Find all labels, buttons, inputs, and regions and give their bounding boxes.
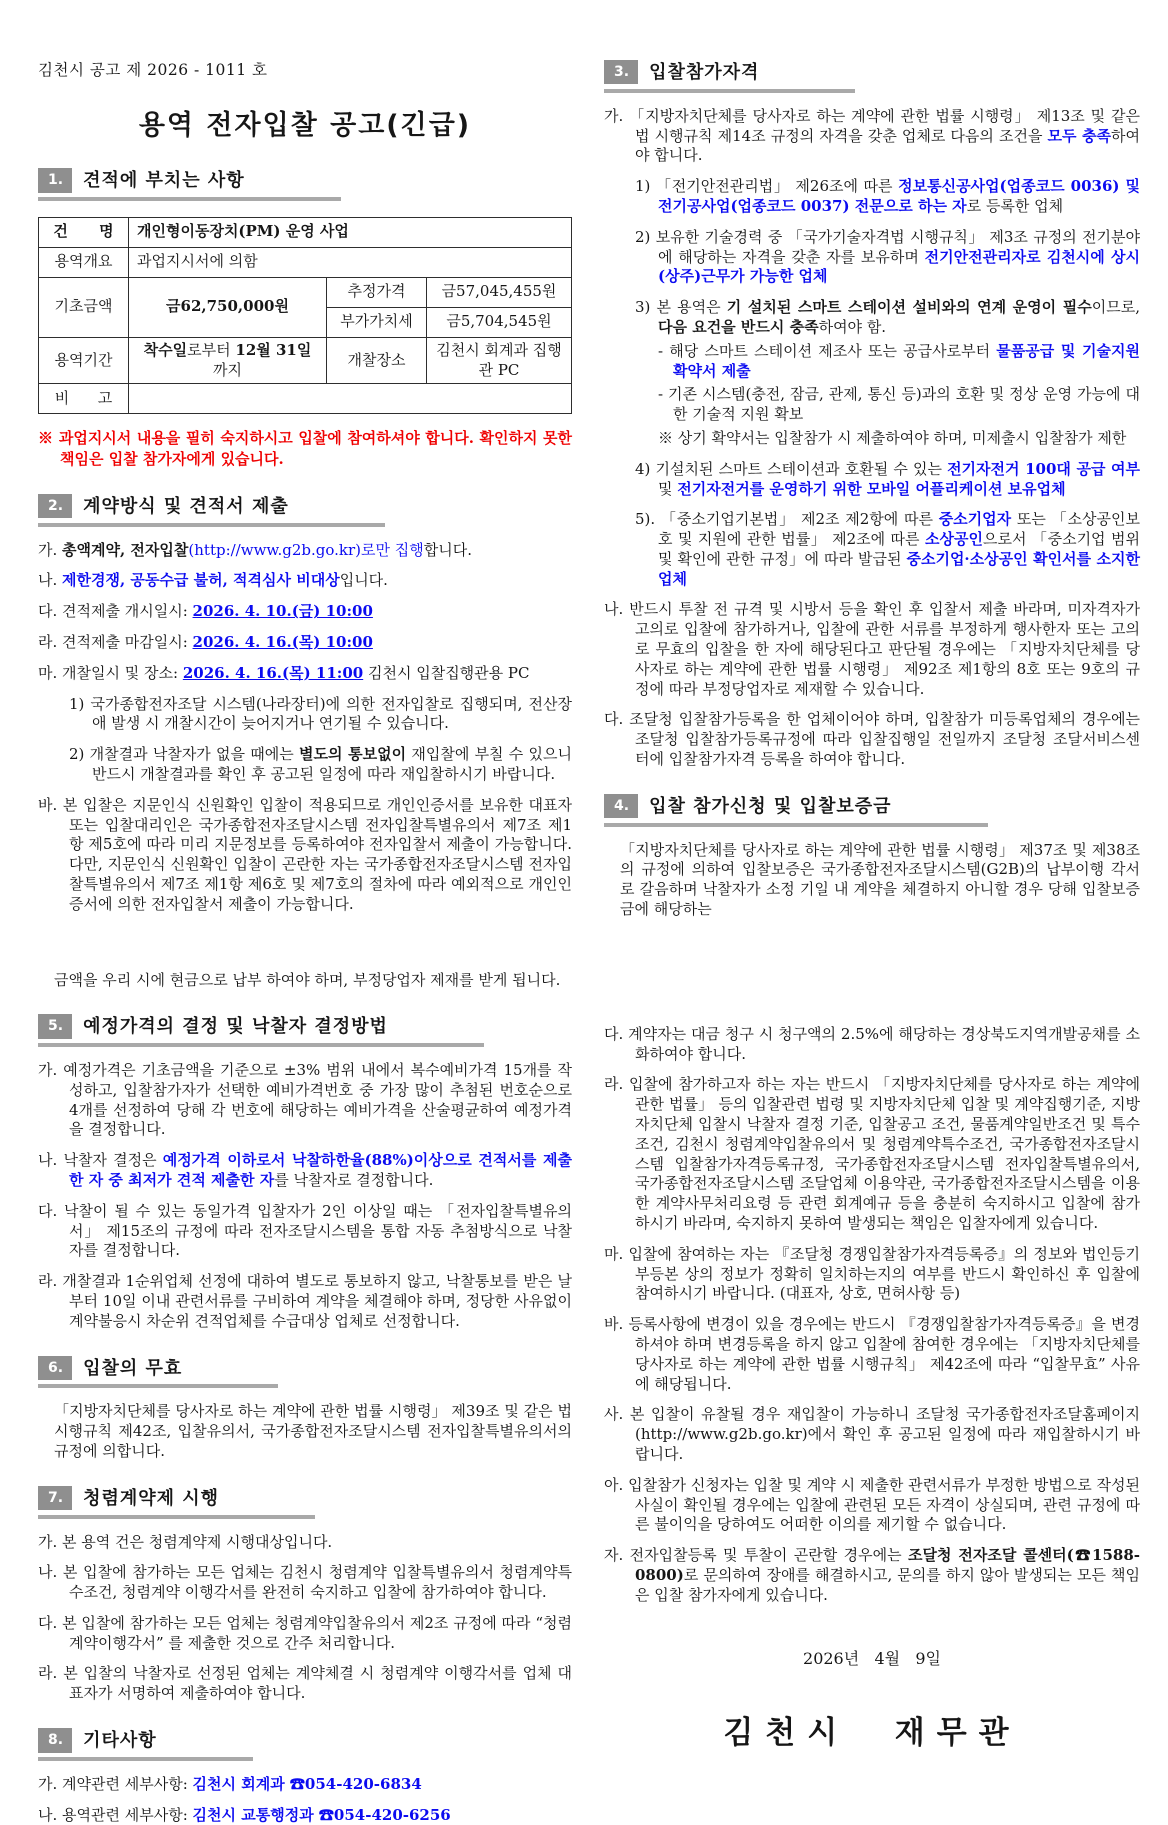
s2-subitem-2: 2) 개찰결과 낙찰자가 없을 때에는 별도의 통보없이 재입찰에 부칠 수 있으니 반드시 개찰결과를 확인 후 공고된 일정에 따라 재입찰하시기 바랍니다. — [69, 745, 572, 783]
cell-estimated-price-value: 금57,045,455원 — [427, 277, 572, 307]
s3-subitem-4: 4) 기설치된 스마트 스테이션과 호환될 수 있는 전기자전거 100대 공급 여부 및 전기자전거를 운영하기 위한 모바일 어플리케이션 보유업체 — [635, 459, 1140, 498]
s4-item-a: 아. 입찰참가 신청자는 입찰 및 계약 시 제출한 관련서류가 부정한 방법으로 작성된 사실이 확인될 경우에는 입찰에 관련된 모든 자격이 상실되며, 관련 규정에 따른 불이익을 당하여도 어떠한 이의를 제기할 수 없습니다. — [604, 1475, 1140, 1534]
signature-authority: 김천시 재무관 — [723, 1714, 1021, 1751]
section-1-title: 견적에 부치는 사항 — [83, 170, 245, 192]
s2-item-ga: 가. 총액계약, 전자입찰(http://www.g2b.go.kr)로만 집행합니다. — [38, 540, 472, 559]
cell-project-name-label: 건 명 — [39, 217, 129, 247]
section-3-title: 입찰참가자격 — [649, 62, 760, 83]
s3-item-na: 나. 반드시 투찰 전 규격 및 시방서 등을 확인 후 입찰서 제출 바라며, 미자격자가 고의로 입찰에 참가하거나, 입찰에 관한 서류를 부정하게 행사한자 또는 고의로 무효의 입찰을 한 자에 해당된다고 판단될 경우에는 「지방자치단체를 당사자로 하는 계약에 관한 법률 시행령」 제92조 제1항의 8호 또는 9호의 규정에 따라 부정당업자로 제재할 수 있습니다. — [604, 600, 1140, 698]
s5-item-na: 나. 낙찰자 결정은 예정가격 이하로서 낙찰하한율(88%)이상으로 견적서를 제출한 자 중 최저가 견적 제출한 자를 낙찰자로 결정합니다. — [38, 1151, 572, 1190]
left-column — [38, 60, 572, 1825]
section-4-number: 4. — [604, 794, 638, 818]
table-row — [39, 277, 572, 307]
section-6-header — [38, 1356, 278, 1389]
table-row — [39, 384, 572, 414]
s2-item-na: 나. 제한경쟁, 공동수급 불허, 적격심사 비대상입니다. — [38, 571, 388, 590]
s7-item-ra: 라. 본 입찰의 낙찰자로 선정된 업체는 계약체결 시 청렴계약 이행각서를 업체 대표자가 서명하여 제출하여야 합니다. — [38, 1664, 572, 1703]
section-1-header — [38, 168, 341, 201]
section-3-header — [604, 60, 855, 93]
bid-summary-table — [38, 217, 572, 415]
cell-overview-label: 용역개요 — [39, 247, 129, 277]
s4-item-ja: 자. 전자입찰등록 및 투찰이 곤란할 경우에는 조달청 전자조달 콜센터(☎1588-0800)로 문의하여 장애를 해결하시고, 문의를 하지 않아 발생되는 모든 책임은 입찰 참가자에게 있습니다. — [604, 1546, 1140, 1604]
announcement-date: 2026년 4월 9일 — [803, 1648, 941, 1668]
section-4-header — [604, 794, 988, 827]
section-7-title: 청렴계약제 시행 — [83, 1487, 220, 1509]
cell-base-amount-label: 기초금액 — [39, 277, 129, 337]
section-2-title: 계약방식 및 견적서 제출 — [83, 495, 289, 517]
s3-subitem-2: 2) 보유한 기술경력 중 「국가기술자격법 시행규칙」 제3조 규정의 전기분야에 해당하는 자격을 갖춘 자를 보유하며 전기안전관리자로 김천시에 상시(상주)근무가 가능한 업체 — [635, 227, 1141, 286]
table-row — [39, 217, 572, 247]
section-5-title: 예정가격의 결정 및 낙찰자 결정방법 — [83, 1016, 388, 1038]
section-7-number: 7. — [38, 1486, 72, 1510]
s3-subitem-3-dash-2: - 기존 시스템(충전, 잠금, 관제, 통신 등)과의 호환 및 정상 운영 가능에 대한 기술적 지원 확보 — [658, 385, 1140, 424]
cell-vat-value: 금5,704,545원 — [427, 307, 572, 337]
section-6-number: 6. — [38, 1356, 72, 1380]
cell-base-amount-value: 금62,750,000원 — [129, 277, 327, 337]
s8-item-na: 나. 용역관련 세부사항: 김천시 교통행정과 ☎054-420-6256 — [38, 1805, 451, 1824]
s3-item-ga: 가. 「지방자치단체를 당사자로 하는 계약에 관한 법률 시행령」 제13조 및 같은 법 시행규칙 제14조 규정의 자격을 갖춘 업체로 다음의 조건을 모두 충족하여야 합니다. — [604, 106, 1141, 165]
cell-remarks-label: 비 고 — [39, 384, 129, 414]
section-8-header — [38, 1728, 253, 1761]
s4-continuation-paragraph: 금액을 우리 시에 현금으로 납부 하여야 하며, 부정당업자 제재를 받게 됩니다. — [54, 970, 561, 989]
s3-subitem-3-note: ※ 상기 확약서는 입찰참가 시 제출하여야 하며, 미제출시 입찰참가 제한 — [658, 428, 1127, 447]
s7-item-da: 다. 본 입찰에 참가하는 모든 업체는 청렴계약입찰유의서 제2조 규정에 따라 “청렴계약이행각서” 를 제출한 것으로 간주 처리합니다. — [38, 1613, 572, 1652]
cell-opening-place-value: 김천시 회계과 집행관 PC — [427, 337, 572, 384]
column-gap — [604, 920, 1140, 1014]
s2-item-ma: 마. 개찰일시 및 장소: 2026. 4. 16.(목) 11:00 김천시 입찰집행관용 PC — [38, 663, 530, 682]
column-gap — [38, 915, 572, 971]
section-4-title: 입찰 참가신청 및 입찰보증금 — [649, 795, 892, 817]
cell-remarks-value — [129, 384, 572, 414]
s4-body: 「지방자치단체를 당사자로 하는 계약에 관한 법률 시행령」 제37조 및 제38조의 규정에 의하여 입찰보증은 국가종합전자조달시스템(G2B)의 납부이행 각서로 갈음하며 낙찰자가 소정 기일 내 계약을 체결하지 아니할 경우 당해 입찰보증금에 해당하는 — [620, 840, 1140, 918]
cell-opening-place-label: 개찰장소 — [327, 337, 427, 384]
table-row — [39, 247, 572, 277]
section-5-number: 5. — [38, 1014, 72, 1038]
cell-service-period-value: 착수일로부터 12월 31일까지 — [129, 337, 327, 384]
s5-item-ga: 가. 예정가격은 기초금액을 기준으로 ±3% 범위 내에서 복수예비가격 15개를 작성하고, 입찰참가자가 선택한 예비가격번호 중 가장 많이 추첨된 번호순으로 4개를 선정하여 당해 각 번호에 해당하는 예비가격을 산술평균하여 예정가격을 결정합니다. — [38, 1061, 572, 1139]
section-1-number: 1. — [38, 168, 72, 192]
s3-subitem-3: 3) 본 용역은 기 설치된 스마트 스테이션 설비와의 연계 운영이 필수이므로, 다음 요건을 반드시 충족하여야 함. — [635, 298, 1140, 336]
section-5-header — [38, 1014, 484, 1047]
s4-item-da: 다. 계약자는 대금 청구 시 청구액의 2.5%에 해당하는 경상북도지역개발공채를 소화하여야 합니다. — [604, 1024, 1140, 1063]
s4-item-ma: 마. 입찰에 참여하는 자는 『조달청 경쟁입찰참가자격등록증』의 정보와 법인등기부등본 상의 정보가 정확히 일치하는지의 여부를 반드시 확인하신 후 입찰에 참여하시기 바랍니다. (대표자, 상호, 면허사항 등) — [604, 1244, 1140, 1303]
page-title: 용역 전자입찰 공고(긴급) — [138, 110, 472, 142]
s8-item-ga: 가. 계약관련 세부사항: 김천시 회계과 ☎054-420-6834 — [38, 1774, 422, 1793]
section-3-number: 3. — [604, 60, 638, 84]
s2-subitem-1: 1) 국가종합전자조달 시스템(나라장터)에 의한 전자입찰로 집행되며, 전산장애 발생 시 개찰시간이 늦어지거나 연기될 수 있습니다. — [69, 694, 572, 733]
red-warning-note: ※ 과업지시서 내용을 필히 숙지하시고 입찰에 참여하셔야 합니다. 확인하지 못한 책임은 입찰 참가자에게 있습니다. — [38, 429, 572, 469]
section-8-title: 기타사항 — [83, 1730, 157, 1752]
s3-subitem-3-dash-1: - 해당 스마트 스테이션 제조사 또는 공급사로부터 물품공급 및 기술지원 확약서 제출 — [658, 341, 1141, 380]
cell-overview-value: 과업지시서에 의함 — [129, 247, 572, 277]
cell-estimated-price-label: 추정가격 — [327, 277, 427, 307]
s3-subitem-1: 1) 「전기안전관리법」 제26조에 따른 정보통신공사업(업종코드 0036) 및 전기공사업(업종코드 0037) 전문으로 하는 자로 등록한 업체 — [635, 177, 1140, 215]
s2-item-ra: 라. 견적제출 마감일시: 2026. 4. 16.(목) 10:00 — [38, 632, 373, 651]
cell-project-name-value: 개인형이동장치(PM) 운영 사업 — [129, 217, 572, 247]
section-6-title: 입찰의 무효 — [83, 1357, 183, 1379]
s3-subitem-5: 5). 「중소기업기본법」 제2조 제2항에 따른 중소기업자 또는 「소상공인보호 및 지원에 관한 법률」 제2조에 따른 소상공인으로서 「중소기업 범위 및 확인에 관한 규정」에 따라 발급된 중소기업·소상공인 확인서를 소지한 업체 — [635, 510, 1141, 588]
s4-item-sa: 사. 본 입찰이 유찰될 경우 재입찰이 가능하니 조달청 국가종합전자조달홈페이지 (http://www.g2b.go.kr)에서 확인 후 공고된 일정에 따라 재입찰하시기 바랍니다. — [604, 1405, 1140, 1463]
s4-item-ba: 바. 등록사항에 변경이 있을 경우에는 반드시 『경쟁입찰참가자격등록증』을 변경하셔야 하며 변경등록을 하지 않고 입찰에 참여한 경우에는 「지방자치단체를 당사자로 하는 계약에 관한 법률 시행규칙」 제42조에 따라 “입찰무효” 사유에 해당됩니다. — [604, 1315, 1140, 1393]
s5-item-da: 다. 낙찰이 될 수 있는 동일가격 입찰자가 2인 이상일 때는 「전자입찰특별유의서」 제15조의 규정에 따라 전자조달시스템을 통합 자동 추첨방식으로 낙찰자를 결정합니다. — [38, 1201, 572, 1260]
s5-item-ra: 라. 개찰결과 1순위업체 선정에 대하여 별도로 통보하지 않고, 낙찰통보를 받은 날부터 10일 이내 관련서류를 구비하여 계약을 체결해야 하며, 정당한 사유없이 계약불응시 차순위 견적업체를 수급대상 업체로 선정합니다. — [38, 1272, 572, 1330]
table-row — [39, 337, 572, 384]
right-column — [604, 60, 1140, 1825]
cell-vat-label: 부가가치세 — [327, 307, 427, 337]
s4-item-ra: 라. 입찰에 참가하고자 하는 자는 반드시 「지방자치단체를 당사자로 하는 계약에 관한 법률」 등의 입찰관련 법령 및 지방자치단체 입찰 및 계약집행기준, 지방자치단체 입찰시 낙찰자 결정 기준, 입찰공고 조건, 물품계약일반조건 및 특수조건, 김천시 청렴계약입찰유의서 및 청렴계약특수조건, 국가종합전자조달시스템 입찰참가자격등록규정, 국가종합전자조달시스템 전자입찰특별유의서, 국가종합전자조달시스템 조달업체 이용약관, 국가종합전자조달시스템을 이용한 계약사무처리요령 등 관련 회계예규 등을 충분히 숙지하시고 입찰에 참가하시기 바라며, 숙지하지 못하여 발생되는 책임은 입찰자에게 있습니다. — [604, 1075, 1140, 1232]
s6-body: 「지방자치단체를 당사자로 하는 계약에 관한 법률 시행령」 제39조 및 같은 법 시행규칙 제42조, 입찰유의서, 국가종합전자조달시스템 전자입찰특별유의서의 규정에 의합니다. — [54, 1402, 572, 1460]
s3-item-da: 다. 조달청 입찰참가등록을 한 업체이어야 하며, 입찰참가 미등록업체의 경우에는 조달청 입찰참가등록규정에 따라 입찰집행일 전일까지 조달청 조달서비스센터에 입찰참가자격 등록을 하여야 합니다. — [604, 710, 1140, 769]
s7-item-na: 나. 본 입찰에 참가하는 모든 업체는 김천시 청렴계약 입찰특별유의서 청렴계약특수조건, 청렴계약 이행각서를 완전히 숙지하고 입찰에 참가하여야 합니다. — [38, 1563, 572, 1602]
notice-number: 김천시 공고 제 2026 - 1011 호 — [38, 61, 268, 79]
s2-item-da: 다. 견적제출 개시일시: 2026. 4. 10.(금) 10:00 — [38, 602, 373, 621]
section-2-number: 2. — [38, 494, 72, 518]
section-8-number: 8. — [38, 1728, 72, 1752]
section-7-header — [38, 1486, 315, 1519]
section-2-header — [38, 494, 385, 527]
s2-item-ba: 바. 본 입찰은 지문인식 신원확인 입찰이 적용되므로 개인인증서를 보유한 대표자 또는 입찰대리인은 국가종합전자조달시스템 전자입찰특별유의서 제7조 제1항 제5호에 따라 미리 지문정보를 등록하여야 전자입찰서 제출이 가능합니다. 다만, 지문인식 신원확인 입찰이 곤란한 자는 국가종합전자조달시스템 전자입찰특별유의서 제7조 제1항 제6호 및 제7호의 절차에 따라 예외적으로 개인인증서에 의한 전자입찰서 제출이 가능합니다. — [38, 795, 572, 913]
cell-service-period-label: 용역기간 — [39, 337, 129, 384]
s7-item-ga: 가. 본 용역 건은 청렴계약제 시행대상입니다. — [38, 1532, 333, 1551]
